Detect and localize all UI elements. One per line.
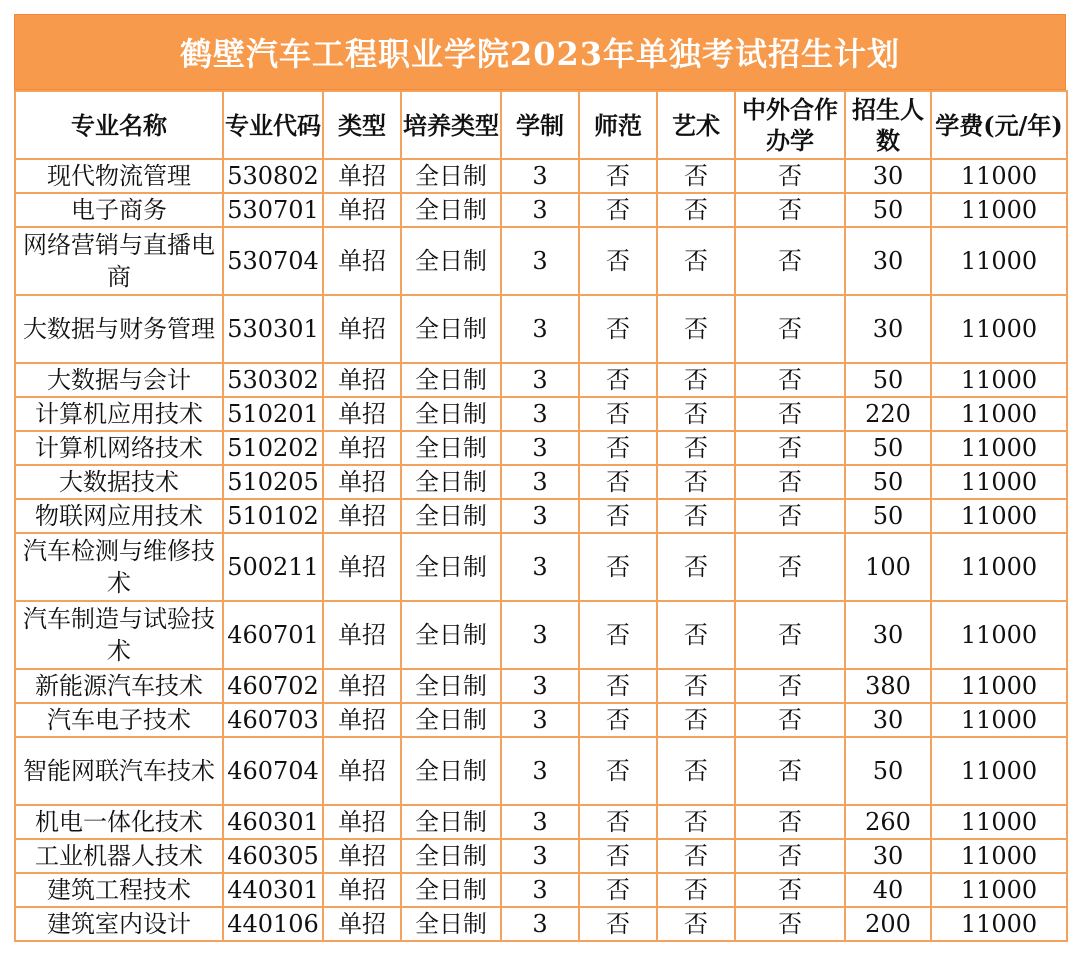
cell-major-name: 电子商务 — [15, 193, 223, 227]
enrollment-table — [14, 90, 1068, 942]
cell-teacher-training: 否 — [579, 601, 657, 669]
table-row — [15, 159, 1067, 193]
cell-art: 否 — [657, 669, 735, 703]
header-sino-foreign: 中外合作办学 — [735, 91, 845, 159]
cell-teacher-training: 否 — [579, 703, 657, 737]
cell-major-code: 460704 — [223, 737, 323, 805]
cell-major-code: 530802 — [223, 159, 323, 193]
cell-major-code: 510201 — [223, 397, 323, 431]
cell-major-name: 工业机器人技术 — [15, 839, 223, 873]
cell-teacher-training: 否 — [579, 839, 657, 873]
cell-sino-foreign: 否 — [735, 669, 845, 703]
cell-training-type: 全日制 — [401, 839, 501, 873]
cell-tuition: 11000 — [931, 363, 1067, 397]
cell-major-code: 460305 — [223, 839, 323, 873]
table-row — [15, 839, 1067, 873]
cell-tuition: 11000 — [931, 465, 1067, 499]
cell-major-name: 网络营销与直播电商 — [15, 227, 223, 295]
cell-teacher-training: 否 — [579, 499, 657, 533]
cell-teacher-training: 否 — [579, 363, 657, 397]
cell-years: 3 — [501, 805, 579, 839]
cell-major-name: 物联网应用技术 — [15, 499, 223, 533]
cell-sino-foreign: 否 — [735, 839, 845, 873]
cell-major-name: 大数据与会计 — [15, 363, 223, 397]
enrollment-plan-sheet — [14, 14, 1066, 942]
cell-major-code: 440301 — [223, 873, 323, 907]
cell-sino-foreign: 否 — [735, 295, 845, 363]
cell-art: 否 — [657, 295, 735, 363]
cell-major-code: 510102 — [223, 499, 323, 533]
cell-tuition: 11000 — [931, 669, 1067, 703]
table-row — [15, 737, 1067, 805]
cell-training-type: 全日制 — [401, 669, 501, 703]
table-row — [15, 295, 1067, 363]
cell-teacher-training: 否 — [579, 669, 657, 703]
header-training-type: 培养类型 — [401, 91, 501, 159]
cell-major-name: 汽车制造与试验技术 — [15, 601, 223, 669]
cell-teacher-training: 否 — [579, 227, 657, 295]
cell-sino-foreign: 否 — [735, 193, 845, 227]
cell-tuition: 11000 — [931, 159, 1067, 193]
cell-enrollment: 220 — [845, 397, 931, 431]
cell-type: 单招 — [323, 805, 401, 839]
cell-years: 3 — [501, 533, 579, 601]
cell-enrollment: 50 — [845, 499, 931, 533]
cell-major-name: 现代物流管理 — [15, 159, 223, 193]
cell-teacher-training: 否 — [579, 737, 657, 805]
cell-enrollment: 260 — [845, 805, 931, 839]
page-title: 鹤壁汽车工程职业学院2023年单独考试招生计划 — [14, 14, 1066, 90]
table-row — [15, 193, 1067, 227]
cell-enrollment: 30 — [845, 295, 931, 363]
cell-tuition: 11000 — [931, 397, 1067, 431]
cell-major-name: 汽车检测与维修技术 — [15, 533, 223, 601]
cell-type: 单招 — [323, 193, 401, 227]
cell-years: 3 — [501, 703, 579, 737]
cell-art: 否 — [657, 907, 735, 941]
cell-training-type: 全日制 — [401, 499, 501, 533]
header-major-name: 专业名称 — [15, 91, 223, 159]
cell-enrollment: 30 — [845, 601, 931, 669]
cell-training-type: 全日制 — [401, 227, 501, 295]
cell-years: 3 — [501, 193, 579, 227]
cell-sino-foreign: 否 — [735, 363, 845, 397]
cell-type: 单招 — [323, 431, 401, 465]
cell-sino-foreign: 否 — [735, 533, 845, 601]
cell-type: 单招 — [323, 737, 401, 805]
table-row — [15, 499, 1067, 533]
cell-training-type: 全日制 — [401, 159, 501, 193]
cell-teacher-training: 否 — [579, 805, 657, 839]
cell-type: 单招 — [323, 839, 401, 873]
cell-enrollment: 30 — [845, 703, 931, 737]
table-row — [15, 601, 1067, 669]
table-row — [15, 669, 1067, 703]
cell-training-type: 全日制 — [401, 431, 501, 465]
cell-major-name: 大数据与财务管理 — [15, 295, 223, 363]
cell-training-type: 全日制 — [401, 703, 501, 737]
table-row — [15, 465, 1067, 499]
cell-tuition: 11000 — [931, 805, 1067, 839]
table-row — [15, 873, 1067, 907]
cell-sino-foreign: 否 — [735, 737, 845, 805]
cell-teacher-training: 否 — [579, 907, 657, 941]
cell-years: 3 — [501, 839, 579, 873]
cell-art: 否 — [657, 159, 735, 193]
table-row — [15, 703, 1067, 737]
header-type: 类型 — [323, 91, 401, 159]
cell-major-name: 建筑室内设计 — [15, 907, 223, 941]
cell-training-type: 全日制 — [401, 737, 501, 805]
cell-major-name: 智能网联汽车技术 — [15, 737, 223, 805]
cell-major-name: 汽车电子技术 — [15, 703, 223, 737]
cell-art: 否 — [657, 431, 735, 465]
cell-teacher-training: 否 — [579, 533, 657, 601]
cell-art: 否 — [657, 703, 735, 737]
cell-sino-foreign: 否 — [735, 431, 845, 465]
cell-training-type: 全日制 — [401, 873, 501, 907]
cell-art: 否 — [657, 465, 735, 499]
cell-enrollment: 50 — [845, 465, 931, 499]
cell-tuition: 11000 — [931, 431, 1067, 465]
table-header — [15, 91, 1067, 159]
cell-major-name: 机电一体化技术 — [15, 805, 223, 839]
cell-sino-foreign: 否 — [735, 873, 845, 907]
header-tuition: 学费(元/年) — [931, 91, 1067, 159]
cell-enrollment: 30 — [845, 159, 931, 193]
cell-sino-foreign: 否 — [735, 907, 845, 941]
cell-major-code: 510205 — [223, 465, 323, 499]
cell-training-type: 全日制 — [401, 601, 501, 669]
cell-years: 3 — [501, 873, 579, 907]
cell-training-type: 全日制 — [401, 295, 501, 363]
cell-training-type: 全日制 — [401, 193, 501, 227]
cell-sino-foreign: 否 — [735, 601, 845, 669]
cell-major-code: 530704 — [223, 227, 323, 295]
cell-sino-foreign: 否 — [735, 159, 845, 193]
header-art: 艺术 — [657, 91, 735, 159]
cell-art: 否 — [657, 533, 735, 601]
cell-type: 单招 — [323, 397, 401, 431]
cell-teacher-training: 否 — [579, 873, 657, 907]
table-row — [15, 363, 1067, 397]
cell-sino-foreign: 否 — [735, 499, 845, 533]
cell-major-code: 460702 — [223, 669, 323, 703]
cell-type: 单招 — [323, 465, 401, 499]
cell-sino-foreign: 否 — [735, 227, 845, 295]
cell-training-type: 全日制 — [401, 907, 501, 941]
table-row — [15, 397, 1067, 431]
cell-years: 3 — [501, 227, 579, 295]
cell-major-code: 460301 — [223, 805, 323, 839]
cell-teacher-training: 否 — [579, 397, 657, 431]
cell-major-code: 510202 — [223, 431, 323, 465]
cell-art: 否 — [657, 839, 735, 873]
cell-art: 否 — [657, 227, 735, 295]
cell-major-code: 460703 — [223, 703, 323, 737]
cell-sino-foreign: 否 — [735, 805, 845, 839]
cell-type: 单招 — [323, 703, 401, 737]
cell-tuition: 11000 — [931, 193, 1067, 227]
cell-teacher-training: 否 — [579, 431, 657, 465]
cell-tuition: 11000 — [931, 533, 1067, 601]
cell-teacher-training: 否 — [579, 295, 657, 363]
cell-type: 单招 — [323, 533, 401, 601]
cell-training-type: 全日制 — [401, 465, 501, 499]
cell-tuition: 11000 — [931, 873, 1067, 907]
cell-years: 3 — [501, 669, 579, 703]
cell-type: 单招 — [323, 873, 401, 907]
cell-major-name: 新能源汽车技术 — [15, 669, 223, 703]
cell-art: 否 — [657, 601, 735, 669]
cell-sino-foreign: 否 — [735, 465, 845, 499]
cell-major-code: 530701 — [223, 193, 323, 227]
cell-years: 3 — [501, 737, 579, 805]
cell-teacher-training: 否 — [579, 465, 657, 499]
cell-type: 单招 — [323, 601, 401, 669]
cell-years: 3 — [501, 431, 579, 465]
cell-tuition: 11000 — [931, 227, 1067, 295]
cell-major-name: 计算机网络技术 — [15, 431, 223, 465]
cell-training-type: 全日制 — [401, 805, 501, 839]
cell-major-code: 440106 — [223, 907, 323, 941]
cell-major-name: 计算机应用技术 — [15, 397, 223, 431]
cell-enrollment: 380 — [845, 669, 931, 703]
cell-art: 否 — [657, 499, 735, 533]
cell-major-name: 大数据技术 — [15, 465, 223, 499]
header-row — [15, 91, 1067, 159]
cell-major-name: 建筑工程技术 — [15, 873, 223, 907]
cell-art: 否 — [657, 873, 735, 907]
header-teacher-training: 师范 — [579, 91, 657, 159]
table-row — [15, 805, 1067, 839]
table-row — [15, 227, 1067, 295]
cell-training-type: 全日制 — [401, 363, 501, 397]
cell-enrollment: 200 — [845, 907, 931, 941]
cell-major-code: 530302 — [223, 363, 323, 397]
cell-major-code: 460701 — [223, 601, 323, 669]
header-major-code: 专业代码 — [223, 91, 323, 159]
cell-type: 单招 — [323, 669, 401, 703]
table-row — [15, 533, 1067, 601]
cell-teacher-training: 否 — [579, 193, 657, 227]
cell-years: 3 — [501, 907, 579, 941]
cell-major-code: 500211 — [223, 533, 323, 601]
cell-tuition: 11000 — [931, 499, 1067, 533]
cell-enrollment: 100 — [845, 533, 931, 601]
cell-tuition: 11000 — [931, 737, 1067, 805]
cell-years: 3 — [501, 601, 579, 669]
cell-sino-foreign: 否 — [735, 703, 845, 737]
cell-enrollment: 30 — [845, 839, 931, 873]
cell-teacher-training: 否 — [579, 159, 657, 193]
cell-type: 单招 — [323, 295, 401, 363]
cell-years: 3 — [501, 465, 579, 499]
cell-art: 否 — [657, 737, 735, 805]
cell-tuition: 11000 — [931, 295, 1067, 363]
cell-years: 3 — [501, 159, 579, 193]
cell-type: 单招 — [323, 499, 401, 533]
cell-enrollment: 50 — [845, 193, 931, 227]
cell-enrollment: 50 — [845, 737, 931, 805]
cell-enrollment: 30 — [845, 227, 931, 295]
cell-years: 3 — [501, 295, 579, 363]
cell-tuition: 11000 — [931, 601, 1067, 669]
cell-tuition: 11000 — [931, 703, 1067, 737]
cell-type: 单招 — [323, 363, 401, 397]
cell-years: 3 — [501, 363, 579, 397]
cell-enrollment: 40 — [845, 873, 931, 907]
header-enrollment: 招生人数 — [845, 91, 931, 159]
table-row — [15, 431, 1067, 465]
cell-training-type: 全日制 — [401, 533, 501, 601]
table-body — [15, 159, 1067, 941]
cell-art: 否 — [657, 363, 735, 397]
cell-sino-foreign: 否 — [735, 397, 845, 431]
cell-enrollment: 50 — [845, 363, 931, 397]
cell-training-type: 全日制 — [401, 397, 501, 431]
table-row — [15, 907, 1067, 941]
cell-art: 否 — [657, 397, 735, 431]
cell-years: 3 — [501, 397, 579, 431]
cell-type: 单招 — [323, 159, 401, 193]
cell-major-code: 530301 — [223, 295, 323, 363]
cell-type: 单招 — [323, 907, 401, 941]
cell-years: 3 — [501, 499, 579, 533]
cell-tuition: 11000 — [931, 907, 1067, 941]
cell-art: 否 — [657, 805, 735, 839]
cell-art: 否 — [657, 193, 735, 227]
cell-tuition: 11000 — [931, 839, 1067, 873]
header-years: 学制 — [501, 91, 579, 159]
cell-enrollment: 50 — [845, 431, 931, 465]
cell-type: 单招 — [323, 227, 401, 295]
